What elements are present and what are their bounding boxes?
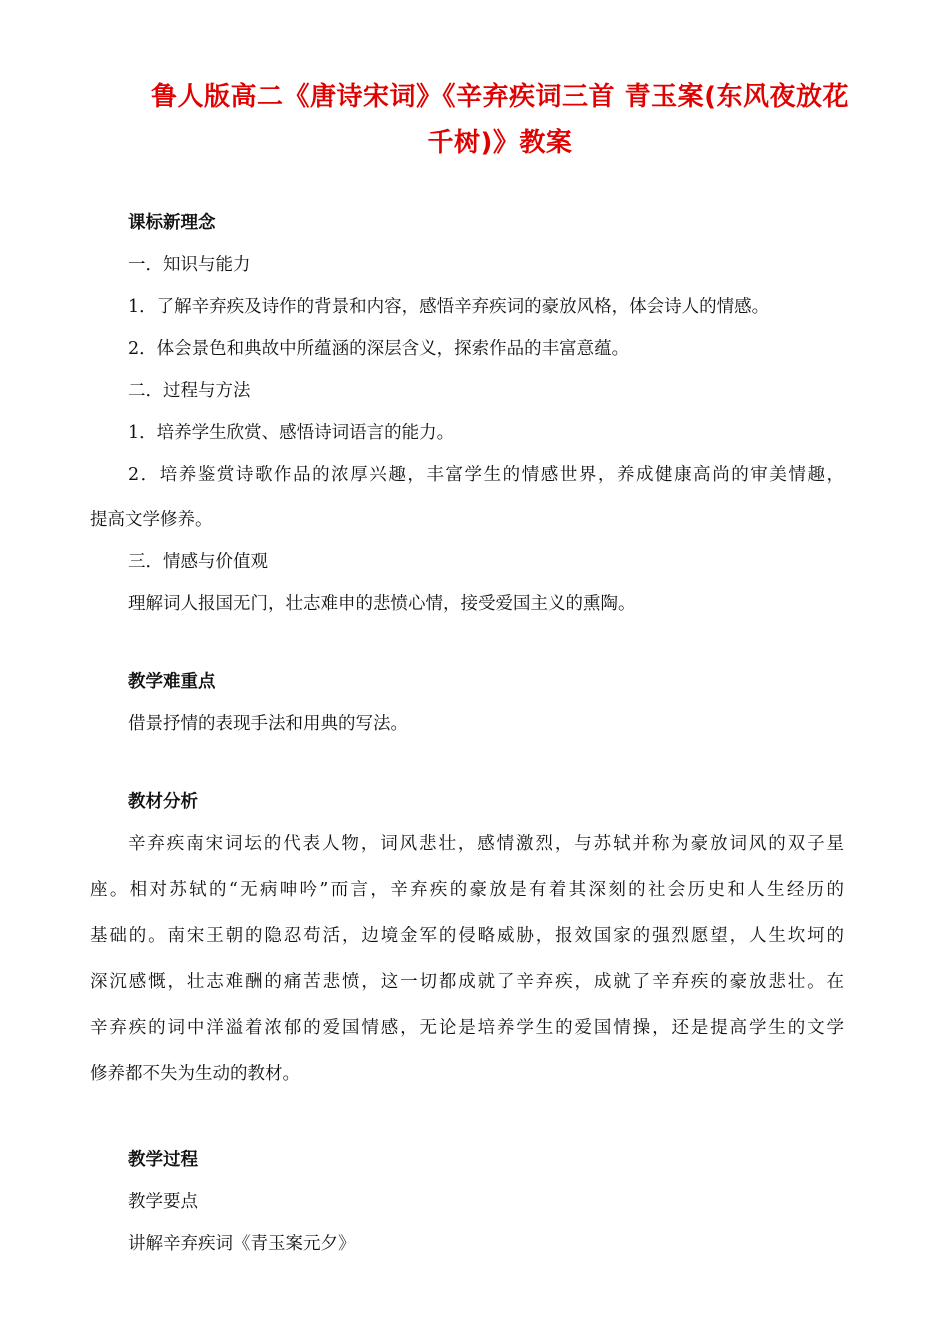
- paragraph-line: 座。相对苏轼的“无病呻吟”而言，辛弃疾的豪放是有着其深刻的社会历史和人生经历的: [90, 880, 844, 900]
- paragraph-continuation: 提高文学修养。: [90, 510, 213, 530]
- paragraph-line: 辛弃疾的词中洋溢着浓郁的爱国情感，无论是培养学生的爱国情操，还是提高学生的文学: [90, 1018, 844, 1038]
- paragraph-line: 基础的。南宋王朝的隐忍苟活，边境金军的侵略威胁，报效国家的强烈愿望，人生坎坷的: [90, 926, 844, 946]
- subheading-knowledge-ability: 一．知识与能力: [128, 255, 251, 275]
- section-heading-key-difficulties: 教学难重点: [128, 672, 216, 692]
- title-line-1: 鲁人版高二《唐诗宋词》《辛弃疾词三首 青玉案(东风夜放花: [151, 82, 849, 112]
- paragraph: 理解词人报国无门，壮志难申的悲愤心情，接受爱国主义的熏陶。: [128, 594, 636, 614]
- title-line-2: 千树)》教案: [427, 128, 573, 158]
- paragraph: 教学要点: [128, 1192, 198, 1212]
- section-heading-textbook-analysis: 教材分析: [128, 792, 198, 812]
- paragraph: 1．了解辛弃疾及诗作的背景和内容，感悟辛弃疾词的豪放风格，体会诗人的情感。: [128, 297, 770, 317]
- subheading-emotion-values: 三．情感与价值观: [128, 552, 268, 572]
- paragraph: 1．培养学生欣赏、感悟诗词语言的能力。: [128, 423, 455, 443]
- paragraph-line: 辛弃疾南宋词坛的代表人物，词风悲壮，感情激烈，与苏轼并称为豪放词风的双子星: [128, 834, 844, 854]
- paragraph: 讲解辛弃疾词《青玉案元夕》: [128, 1234, 356, 1254]
- paragraph: 借景抒情的表现手法和用典的写法。: [128, 714, 408, 734]
- paragraph-line: 深沉感慨，壮志难酬的痛苦悲愤，这一切都成就了辛弃疾，成就了辛弃疾的豪放悲壮。在: [90, 972, 844, 992]
- paragraph: 2．体会景色和典故中所蕴涵的深层含义，探索作品的丰富意蕴。: [128, 339, 630, 359]
- paragraph-line: 修养都不失为生动的教材。: [90, 1064, 300, 1084]
- subheading-process-method: 二．过程与方法: [128, 381, 251, 401]
- document-title: [120, 74, 880, 166]
- section-heading-teaching-process: 教学过程: [128, 1150, 198, 1170]
- section-heading-curriculum-concept: 课标新理念: [128, 213, 216, 233]
- paragraph: 2．培养鉴赏诗歌作品的浓厚兴趣，丰富学生的情感世界，养成健康高尚的审美情趣，: [128, 465, 844, 485]
